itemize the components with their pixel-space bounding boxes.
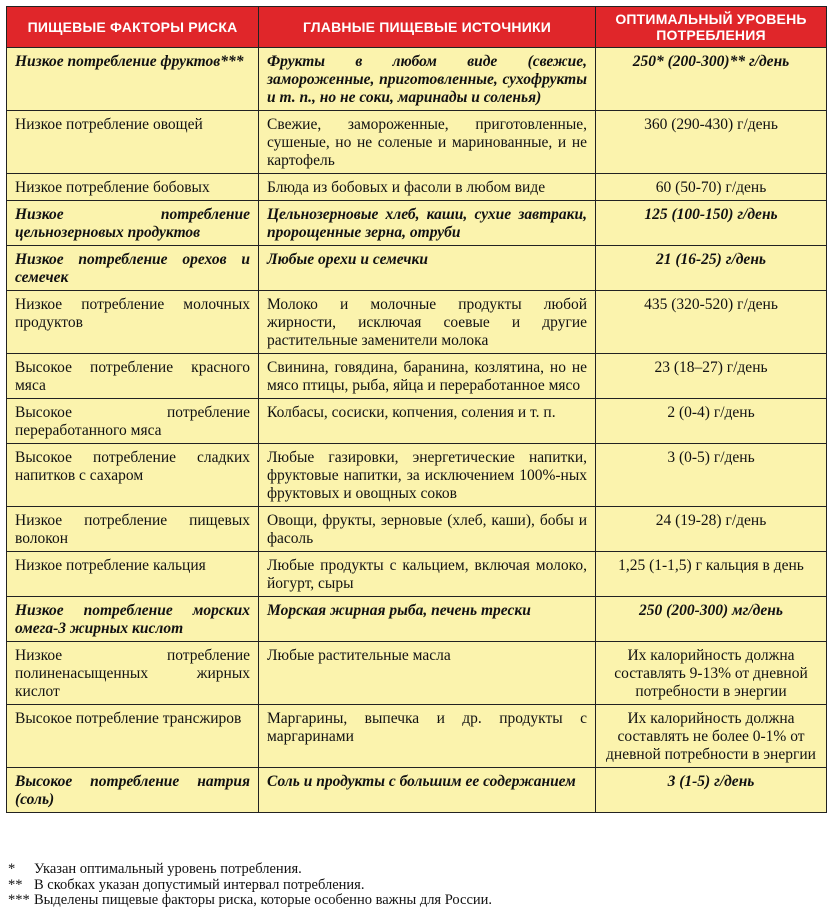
optimal-level-cell: 250 (200-300) мг/день — [596, 597, 827, 642]
risk-factor-cell: Низкое потребление овощей — [7, 111, 259, 174]
table-row — [7, 399, 827, 444]
food-sources-cell: Любые продукты с кальцием, включая молоко, йогурт, сыры — [259, 552, 596, 597]
table-row — [7, 246, 827, 291]
footnotes — [8, 862, 492, 909]
risk-factors-table — [6, 6, 827, 813]
food-sources-cell: Свинина, говядина, баранина, козлятина, но не мясо птицы, рыба, яйца и переработанное мясо — [259, 354, 596, 399]
food-sources-cell: Колбасы, сосиски, копчения, соления и т. п. — [259, 399, 596, 444]
optimal-level-cell: 2 (0-4) г/день — [596, 399, 827, 444]
risk-factor-cell: Высокое потребление сладких напитков с сахаром — [7, 444, 259, 507]
optimal-level-cell: 125 (100-150) г/день — [596, 201, 827, 246]
food-sources-cell: Фрукты в любом виде (свежие, замороженные, приготовленные, сухофрукты и т. п., но не соки, маринады и соленья) — [259, 48, 596, 111]
footnote-text: В скобках указан допустимый интервал потребления. — [34, 876, 365, 893]
food-sources-cell: Блюда из бобовых и фасоли в любом виде — [259, 174, 596, 201]
risk-factor-cell: Высокое потребление трансжиров — [7, 705, 259, 768]
risk-factor-cell: Низкое потребление бобовых — [7, 174, 259, 201]
optimal-level-cell: Их калорийность должна составлять 9-13% от дневной потребности в энергии — [596, 642, 827, 705]
optimal-level-cell: 250* (200-300)** г/день — [596, 48, 827, 111]
food-sources-cell: Любые газировки, энергетические напитки, фруктовые напитки, за исключением 100%-ных фруктовых и овощных соков — [259, 444, 596, 507]
footnote-mark: *** — [8, 892, 30, 908]
food-sources-cell: Свежие, замороженные, приготовленные, сушеные, но не соленые и маринованные, и не картофель — [259, 111, 596, 174]
risk-factor-cell: Низкое потребление пищевых волокон — [7, 507, 259, 552]
risk-factor-cell: Низкое потребление морских омега-3 жирных кислот — [7, 597, 259, 642]
optimal-level-cell: 1,25 (1-1,5) г кальция в день — [596, 552, 827, 597]
food-sources-cell: Любые растительные масла — [259, 642, 596, 705]
food-sources-cell: Морская жирная рыба, печень трески — [259, 597, 596, 642]
footnote-text: Выделены пищевые факторы риска, которые особенно важны для России. — [34, 892, 493, 908]
risk-factor-cell: Низкое потребление полиненасыщенных жирных кислот — [7, 642, 259, 705]
table-row — [7, 174, 827, 201]
optimal-level-cell: 435 (320-520) г/день — [596, 291, 827, 354]
food-sources-cell: Соль и продукты с большим ее содержанием — [259, 768, 596, 813]
table-row — [7, 642, 827, 705]
food-sources-cell: Молоко и молочные продукты любой жирности, исключая соевые и другие растительные заменители молока — [259, 291, 596, 354]
table-row — [7, 48, 827, 111]
header-main-sources: ГЛАВНЫЕ ПИЩЕВЫЕ ИСТОЧНИКИ — [259, 7, 596, 48]
footnote-text: Указан оптимальный уровень потребления. — [34, 861, 302, 877]
header-risk-factors: ПИЩЕВЫЕ ФАКТОРЫ РИСКА — [7, 7, 259, 48]
table-row — [7, 111, 827, 174]
risk-factor-cell: Низкое потребление молочных продуктов — [7, 291, 259, 354]
table-body — [7, 48, 827, 813]
risk-factor-cell: Высокое потребление красного мяса — [7, 354, 259, 399]
food-sources-cell: Овощи, фрукты, зерновые (хлеб, каши), бобы и фасоль — [259, 507, 596, 552]
risk-factor-cell: Низкое потребление фруктов*** — [7, 48, 259, 111]
food-sources-cell: Любые орехи и семечки — [259, 246, 596, 291]
optimal-level-cell: 21 (16-25) г/день — [596, 246, 827, 291]
table-row — [7, 444, 827, 507]
footnote-mark: ** — [8, 876, 23, 893]
table-header-row — [7, 7, 827, 48]
risk-factor-cell: Высокое потребление натрия (соль) — [7, 768, 259, 813]
risk-factor-cell: Высокое потребление переработанного мяса — [7, 399, 259, 444]
risk-factor-cell: Низкое потребление орехов и семечек — [7, 246, 259, 291]
table-row — [7, 705, 827, 768]
optimal-level-cell: Их калорийность должна составлять не более 0-1% от дневной потребности в энергии — [596, 705, 827, 768]
optimal-level-cell: 23 (18–27) г/день — [596, 354, 827, 399]
food-sources-cell: Маргарины, выпечка и др. продукты с маргаринами — [259, 705, 596, 768]
optimal-level-cell: 24 (19-28) г/день — [596, 507, 827, 552]
risk-factor-cell: Низкое потребление цельнозерновых продуктов — [7, 201, 259, 246]
footnote-mark: * — [8, 861, 16, 877]
footnote — [8, 878, 492, 894]
optimal-level-cell: 3 (1-5) г/день — [596, 768, 827, 813]
table-row — [7, 597, 827, 642]
table-row — [7, 552, 827, 597]
table-row — [7, 291, 827, 354]
optimal-level-cell: 360 (290-430) г/день — [596, 111, 827, 174]
optimal-level-cell: 3 (0-5) г/день — [596, 444, 827, 507]
table-row — [7, 507, 827, 552]
table-row — [7, 354, 827, 399]
optimal-level-cell: 60 (50-70) г/день — [596, 174, 827, 201]
footnote — [8, 893, 492, 909]
risk-factor-cell: Низкое потребление кальция — [7, 552, 259, 597]
header-optimal-level: ОПТИМАЛЬНЫЙ УРОВЕНЬ ПОТРЕБЛЕНИЯ — [596, 7, 827, 48]
table-row — [7, 768, 827, 813]
food-sources-cell: Цельнозерновые хлеб, каши, сухие завтраки, пророщенные зерна, отруби — [259, 201, 596, 246]
footnote — [8, 862, 492, 878]
table-row — [7, 201, 827, 246]
